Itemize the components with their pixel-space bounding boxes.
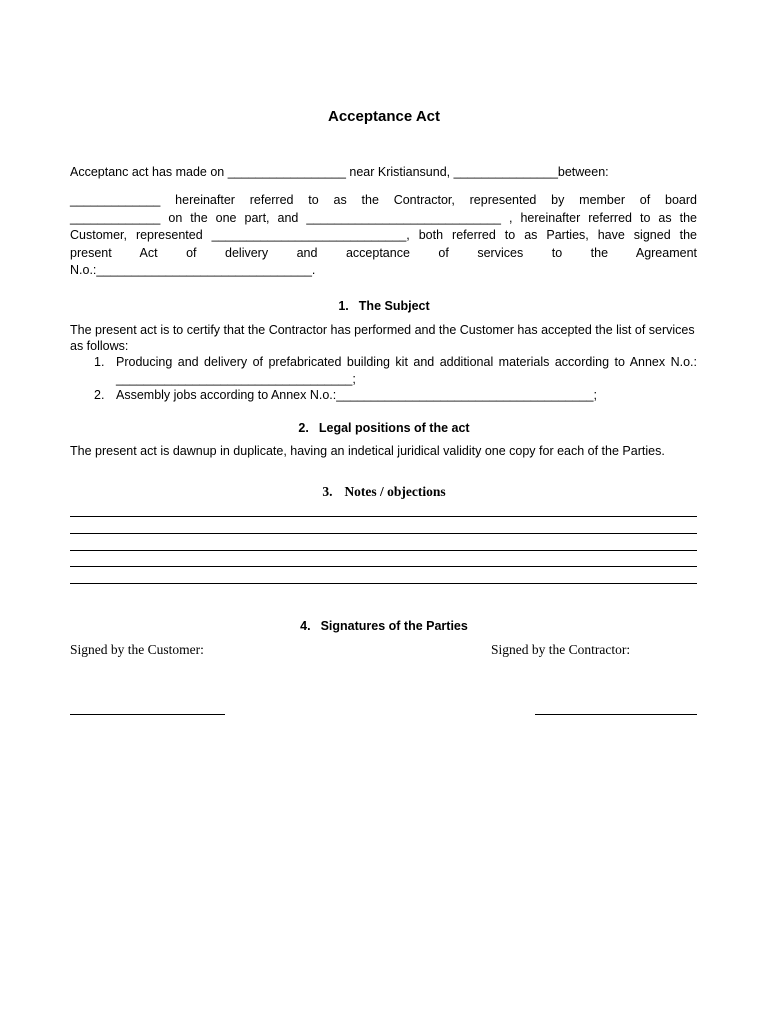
list-item	[70, 387, 697, 404]
legal-text: The present act is dawnup in duplicate, having an indetical juridical validity one copy for each of the Parties.	[70, 444, 665, 458]
contractor-signature-label: Signed by the Contractor:	[491, 642, 631, 657]
section-heading-subject	[0, 299, 768, 313]
paragraph-line: present Act of delivery and acceptance of services to the Agreament	[70, 245, 697, 260]
section-number: 2.	[298, 421, 309, 435]
section-title: Legal positions of the act	[318, 421, 470, 435]
notes-line	[70, 516, 697, 517]
list-item-number: 1.	[94, 355, 105, 369]
paragraph-line: Customer, represented ____________________________, both referred to as Parties, have signed the	[70, 228, 697, 242]
section-number: 4.	[300, 619, 311, 633]
notes-line	[70, 583, 697, 584]
customer-signature-line	[70, 714, 225, 715]
list-item-text: Producing and delivery of prefabricated building kit and additional materials according to Annex N.o.: __________________________________;	[116, 355, 697, 386]
section-number: 1.	[338, 299, 349, 313]
paragraph-line: _____________ on the one part, and ____________________________ , hereinafter referred to as the	[70, 210, 697, 225]
section-number: 3.	[322, 484, 333, 499]
notes-line	[70, 533, 697, 534]
paragraph-last-line: N.o.:_______________________________.	[70, 263, 316, 277]
notes-line	[70, 550, 697, 551]
section-heading-signatures	[0, 619, 768, 633]
document-title: Acceptance Act	[328, 108, 440, 125]
section-title: Signatures of the Parties	[320, 619, 468, 633]
list-item	[70, 354, 697, 387]
customer-signature-label: Signed by the Customer:	[70, 642, 204, 657]
parties-paragraph	[70, 192, 697, 262]
list-item-number: 2.	[94, 388, 105, 402]
subject-text: The present act is to certify that the Contractor has performed and the Customer has accepted the list of services as follows:	[70, 323, 695, 353]
intro-line: Acceptanc act has made on _________________ near Kristiansund, _______________between:	[70, 165, 609, 179]
section-title: The Subject	[358, 299, 430, 313]
contractor-signature-line	[535, 714, 697, 715]
subject-list	[70, 354, 697, 404]
section-heading-legal	[0, 421, 768, 435]
paragraph-line: _____________ hereinafter referred to as the Contractor, represented by member of board	[70, 193, 697, 207]
section-heading-notes	[0, 484, 768, 500]
list-item-text: Assembly jobs according to Annex N.o.:_____________________________________;	[116, 388, 597, 402]
notes-line	[70, 566, 697, 567]
section-title: Notes / objections	[344, 484, 446, 499]
